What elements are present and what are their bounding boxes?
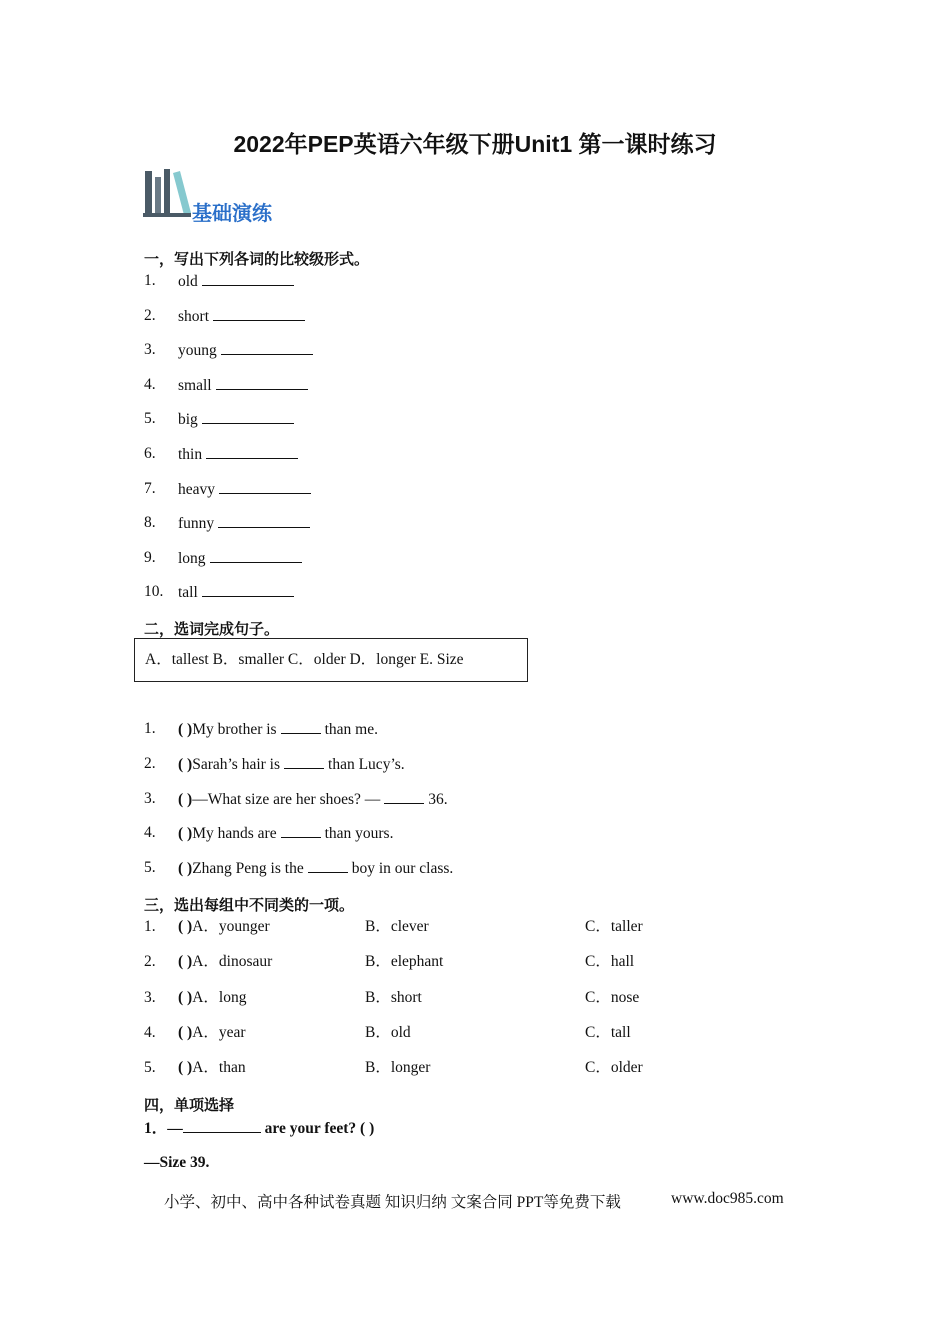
answer-paren[interactable]: ( ) <box>178 755 193 773</box>
question-row <box>144 988 744 1008</box>
item-word: heavy <box>178 480 216 498</box>
question-text-end: than Lucy’s. <box>328 755 405 773</box>
answer-blank[interactable] <box>218 513 310 528</box>
answer-paren[interactable]: ( ) <box>178 918 193 935</box>
question-row <box>144 917 744 937</box>
item-word: short <box>178 307 209 325</box>
item-number: 3. <box>144 988 156 1006</box>
answer-paren[interactable]: ( ) <box>178 953 193 971</box>
question-text-end: 36. <box>428 790 448 808</box>
question-row <box>144 952 744 972</box>
item-number: 3. <box>144 789 156 807</box>
footer-text: 小学、初中、高中各种试卷真题 知识归纳 文案合同 PPT等免费下载 <box>164 1194 621 1211</box>
section3-heading: 三，选出每组中不同类的一项。 <box>144 896 355 914</box>
question-1-suffix: are your feet? ( ) <box>260 1120 375 1137</box>
section4-heading: 四，单项选择 <box>144 1096 235 1114</box>
question-text: My brother is <box>192 721 277 738</box>
item-number: 4. <box>144 1023 156 1041</box>
answer-blank[interactable] <box>202 582 294 597</box>
answer-paren[interactable]: ( ) <box>178 825 193 843</box>
answer-blank[interactable] <box>281 719 321 734</box>
item-word: big <box>178 411 198 429</box>
item-number: 3. <box>144 341 156 359</box>
option-c[interactable]: C．older <box>585 1059 643 1077</box>
question-1 <box>144 1118 374 1138</box>
question-text-end: boy in our class. <box>351 860 454 878</box>
section2-heading: 二，选词完成句子。 <box>144 620 280 638</box>
option-b[interactable]: B．clever <box>365 918 429 935</box>
answer-blank[interactable] <box>308 858 348 873</box>
item-word: long <box>178 549 206 567</box>
item-number: 2. <box>144 754 156 772</box>
question-row <box>144 1023 744 1043</box>
question-text-end: than yours. <box>324 825 394 843</box>
question-text: —What size are her shoes? — <box>192 790 381 808</box>
answer-paren[interactable]: ( ) <box>178 1059 193 1077</box>
item-number: 2. <box>144 953 156 971</box>
answer-blank[interactable] <box>206 444 298 459</box>
word-bank-box <box>134 638 528 682</box>
question-text: Zhang Peng is the <box>192 860 304 878</box>
item-number: 2. <box>144 306 156 324</box>
item-word: young <box>178 342 217 360</box>
answer-blank[interactable] <box>221 340 313 355</box>
item-word: small <box>178 376 212 394</box>
answer-blank[interactable] <box>183 1118 261 1133</box>
question-1-prefix: 1．— <box>144 1120 183 1137</box>
option-b[interactable]: B．elephant <box>365 953 444 971</box>
item-number: 5. <box>144 859 156 877</box>
option-a[interactable]: A．long <box>192 988 247 1006</box>
item-number: 8. <box>144 514 156 532</box>
answer-paren[interactable]: ( ) <box>178 1023 193 1041</box>
answer-blank[interactable] <box>216 375 308 390</box>
answer-blank[interactable] <box>284 754 324 769</box>
question-row <box>144 1058 744 1078</box>
answer-blank[interactable] <box>384 789 424 804</box>
option-a[interactable]: A．dinosaur <box>192 953 273 971</box>
item-number: 1. <box>144 720 156 737</box>
option-a[interactable]: A．than <box>192 1059 246 1077</box>
item-number: 4. <box>144 375 156 393</box>
option-a[interactable]: A．younger <box>192 918 270 935</box>
answer-paren[interactable]: ( ) <box>178 988 193 1006</box>
option-c[interactable]: C．hall <box>585 953 635 971</box>
option-c[interactable]: C．tall <box>585 1023 631 1041</box>
answer-blank[interactable] <box>202 271 294 286</box>
answer-blank[interactable] <box>281 823 321 838</box>
answer-blank[interactable] <box>202 409 294 424</box>
question-text-end: than me. <box>324 721 378 738</box>
banner-label: 基础演练 <box>192 201 272 225</box>
answer-blank[interactable] <box>210 548 302 563</box>
item-word: old <box>178 273 198 290</box>
item-number: 1. <box>144 918 156 935</box>
option-a[interactable]: A．year <box>192 1023 246 1041</box>
option-c[interactable]: C．taller <box>585 918 643 935</box>
item-number: 9. <box>144 548 156 566</box>
item-number: 10. <box>144 583 164 601</box>
section1-heading: 一，写出下列各词的比较级形式。 <box>144 250 370 268</box>
footer-url[interactable]: www.doc985.com <box>671 1190 784 1207</box>
option-b[interactable]: B．old <box>365 1023 411 1041</box>
item-number: 1. <box>144 272 156 289</box>
item-number: 6. <box>144 445 156 462</box>
item-word: funny <box>178 515 215 533</box>
option-b[interactable]: B．longer <box>365 1059 431 1077</box>
answer-blank[interactable] <box>219 479 311 494</box>
question-text: My hands are <box>192 825 277 843</box>
question-text: Sarah’s hair is <box>192 755 281 773</box>
item-word: thin <box>178 446 203 463</box>
option-c[interactable]: C．nose <box>585 988 640 1006</box>
word-bank-options: A．tallest B．smaller C．older D．longer E. Size <box>145 651 464 668</box>
item-number: 5. <box>144 410 156 428</box>
item-word: tall <box>178 584 198 602</box>
item-number: 4. <box>144 824 156 842</box>
item-number: 5. <box>144 1059 156 1077</box>
answer-paren[interactable]: ( ) <box>178 721 193 738</box>
page-title: 2022年PEP英语六年级下册Unit1 第一课时练习 <box>233 131 717 157</box>
answer-paren[interactable]: ( ) <box>178 790 193 808</box>
question-1-answer: —Size 39. <box>144 1154 210 1171</box>
answer-blank[interactable] <box>213 306 305 321</box>
option-b[interactable]: B．short <box>365 988 422 1006</box>
item-number: 7. <box>144 479 156 497</box>
answer-paren[interactable]: ( ) <box>178 860 193 878</box>
